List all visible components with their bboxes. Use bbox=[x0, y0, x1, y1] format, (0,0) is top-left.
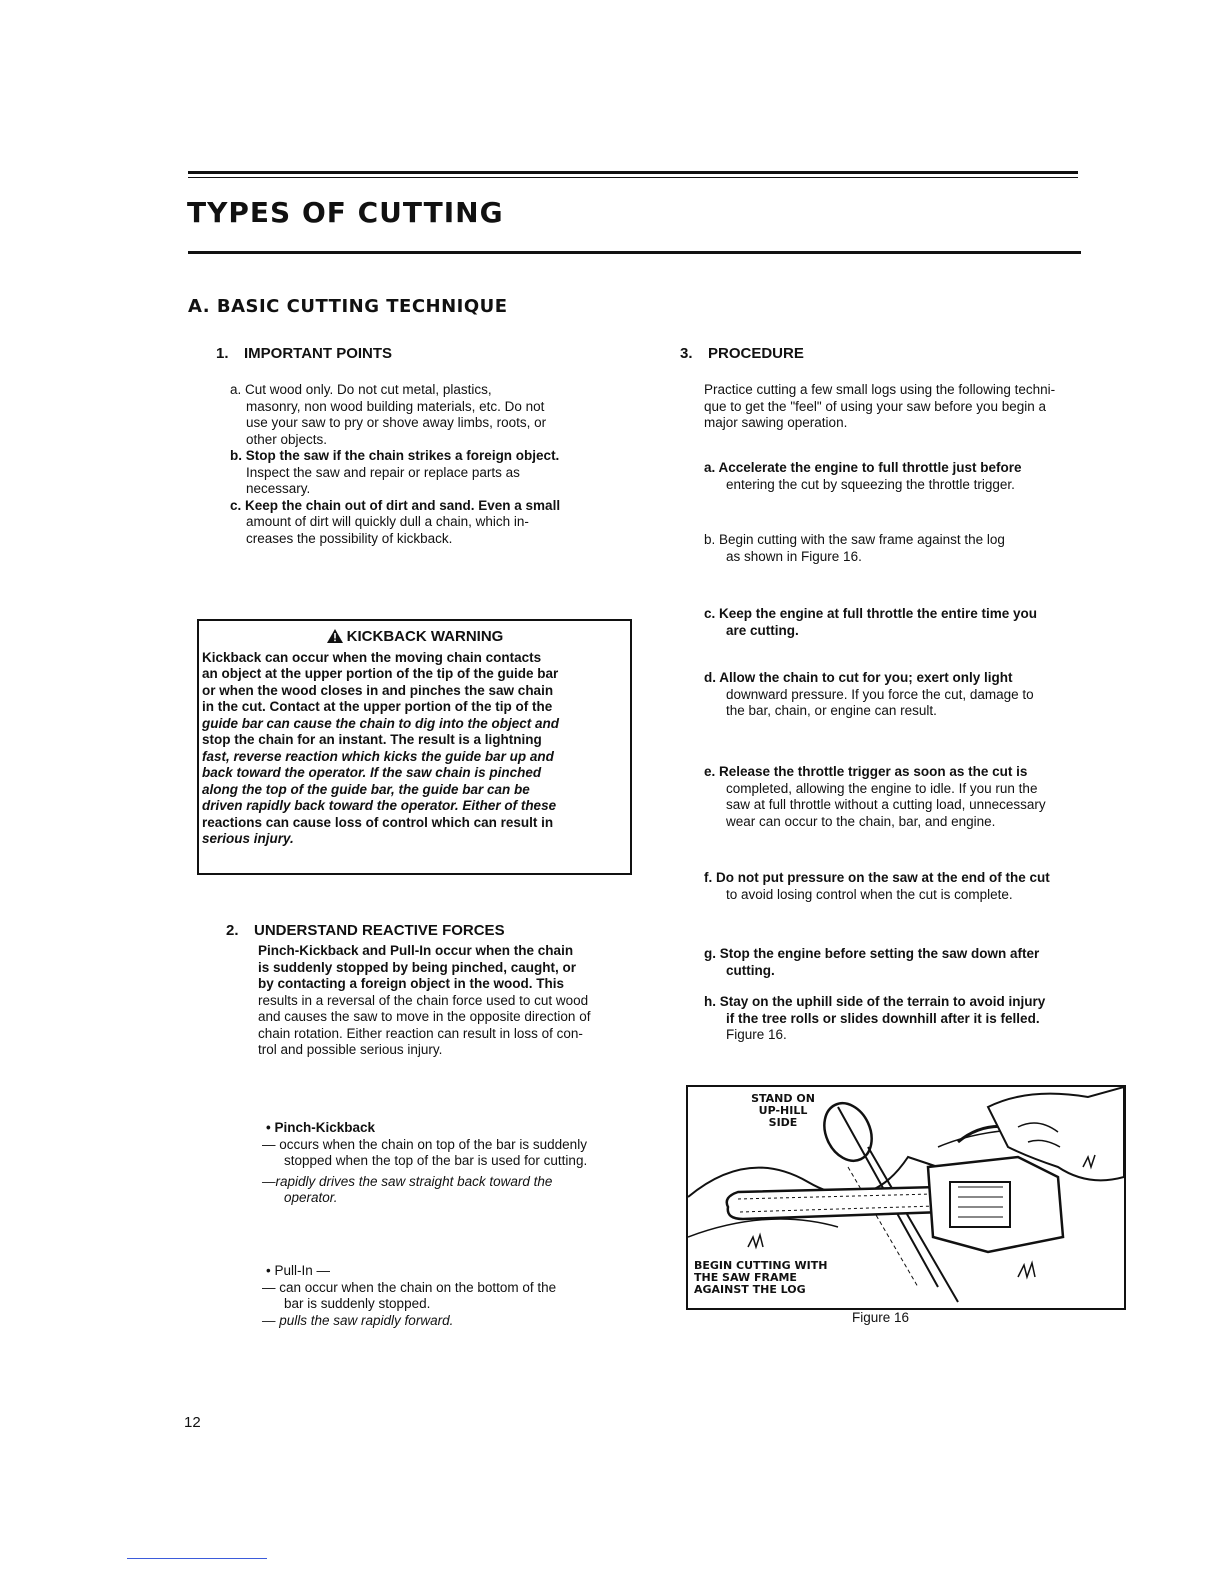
section-number: 2. bbox=[226, 922, 239, 939]
warning-title-text: KICKBACK WARNING bbox=[346, 628, 504, 645]
step-line: f. Do not put pressure on the saw at the end of the cut bbox=[704, 870, 1050, 885]
para-line: and causes the saw to move in the opposite direction of bbox=[258, 1009, 591, 1024]
procedure-step-a bbox=[704, 460, 1124, 493]
warning-line: Kickback can occur when the moving chain contacts bbox=[202, 649, 542, 665]
procedure-section bbox=[680, 345, 1120, 448]
step-line: completed, allowing the engine to idle. If you run the bbox=[726, 780, 1038, 796]
step-line: c. Keep the engine at full throttle the entire time you bbox=[704, 606, 1038, 621]
heading-text: PROCEDURE bbox=[708, 345, 804, 362]
step-line: the bar, chain, or engine can result. bbox=[726, 703, 937, 718]
step-line: h. Stay on the uphill side of the terrain to avoid injury bbox=[704, 994, 1046, 1009]
point-c bbox=[230, 498, 660, 548]
bullet-line: — occurs when the chain on top of the bar is suddenly bbox=[262, 1136, 587, 1152]
step-line: a. Accelerate the engine to full throttle just before bbox=[704, 460, 1022, 475]
step-line: as shown in Figure 16. bbox=[726, 548, 862, 564]
point-line: a. Cut wood only. Do not cut metal, plastics, bbox=[230, 382, 492, 397]
reactive-forces-section bbox=[226, 922, 666, 1059]
point-line: use your saw to pry or shove away limbs, roots, or bbox=[246, 415, 547, 430]
point-line: amount of dirt will quickly dull a chain, which in- bbox=[246, 514, 529, 529]
step-line: b. Begin cutting with the saw frame against the log bbox=[704, 532, 1005, 547]
procedure-step-g bbox=[704, 946, 1124, 979]
warning-line: reactions can cause loss of control which can result in bbox=[202, 814, 554, 830]
intro-line: Practice cutting a few small logs using the following techni- bbox=[704, 382, 1056, 397]
figure-label-line: STAND ON bbox=[751, 1092, 815, 1105]
warning-line: an object at the upper portion of the tip of the guide bar bbox=[202, 666, 559, 681]
step-line: downward pressure. If you force the cut, damage to bbox=[726, 686, 1034, 702]
warning-line: or when the wood closes in and pinches the saw chain bbox=[202, 682, 554, 698]
figure-label-line: THE SAW FRAME bbox=[694, 1271, 797, 1284]
bullet-title: • Pinch-Kickback bbox=[266, 1120, 376, 1135]
heading-text: IMPORTANT POINTS bbox=[244, 345, 393, 362]
step-line: entering the cut by squeezing the throttle trigger. bbox=[726, 476, 1015, 492]
intro-line: que to get the "feel" of using your saw before you begin a bbox=[704, 398, 1047, 414]
scan-artifact-line bbox=[127, 1558, 267, 1559]
para-line: results in a reversal of the chain force used to cut wood bbox=[258, 992, 589, 1008]
reactive-forces-heading bbox=[226, 922, 666, 939]
step-line: wear can occur to the chain, bar, and engine. bbox=[726, 813, 996, 829]
para-line: by contacting a foreign object in the wood. This bbox=[258, 976, 565, 991]
intro-line: major sawing operation. bbox=[704, 415, 848, 430]
figure-label-bottom bbox=[692, 1259, 829, 1297]
warning-line: stop the chain for an instant. The result is a lightning bbox=[202, 732, 542, 747]
bullet-title: • Pull-In — bbox=[266, 1263, 330, 1278]
step-line: Figure 16. bbox=[726, 1027, 787, 1042]
figure-caption: Figure 16 bbox=[852, 1310, 910, 1325]
important-points-list bbox=[190, 382, 660, 547]
kickback-warning-box bbox=[197, 619, 632, 875]
step-line: saw at full throttle without a cutting load, unnecessary bbox=[726, 797, 1046, 812]
bullet-line: stopped when the top of the bar is used for cutting. bbox=[284, 1153, 588, 1168]
point-b bbox=[230, 448, 660, 498]
point-a bbox=[230, 382, 660, 448]
warning-line: in the cut. Contact at the upper portion of the tip of the bbox=[202, 699, 553, 714]
bullet-line: —rapidly drives the saw straight back toward the bbox=[262, 1173, 553, 1189]
pinch-kickback-block bbox=[262, 1120, 662, 1207]
procedure-heading bbox=[680, 345, 1120, 362]
point-line: b. Stop the saw if the chain strikes a foreign object. bbox=[230, 448, 560, 463]
title-underline bbox=[188, 251, 1081, 254]
page-title: TYPES OF CUTTING bbox=[187, 196, 504, 229]
figure-label-line: AGAINST THE LOG bbox=[694, 1283, 806, 1296]
section-heading: A. BASIC CUTTING TECHNIQUE bbox=[188, 296, 508, 317]
step-line: g. Stop the engine before setting the saw down after bbox=[704, 946, 1040, 961]
point-line: masonry, non wood building materials, etc. Do not bbox=[246, 398, 545, 414]
step-line: if the tree rolls or slides downhill after it is felled. bbox=[726, 1010, 1040, 1026]
procedure-step-h bbox=[704, 994, 1124, 1044]
step-line: d. Allow the chain to cut for you; exert only light bbox=[704, 670, 1013, 685]
bullet-line: — pulls the saw rapidly forward. bbox=[262, 1312, 454, 1328]
figure-label-line: BEGIN CUTTING WITH bbox=[694, 1259, 828, 1272]
warning-line: driven rapidly back toward the operator. Either of these bbox=[202, 798, 557, 813]
warning-line: along the top of the guide bar, the guide bar can be bbox=[202, 781, 530, 797]
important-points-heading bbox=[190, 345, 660, 362]
figure-label-line: SIDE bbox=[768, 1116, 798, 1129]
point-line: necessary. bbox=[246, 481, 311, 496]
warning-triangle-icon bbox=[327, 629, 343, 648]
pull-in-block bbox=[262, 1263, 662, 1329]
important-points bbox=[190, 345, 660, 547]
figure-label-top bbox=[748, 1093, 818, 1129]
step-line: to avoid losing control when the cut is complete. bbox=[726, 886, 1013, 902]
procedure-intro bbox=[680, 382, 1120, 432]
step-line: cutting. bbox=[726, 962, 775, 978]
bullet-line: bar is suddenly stopped. bbox=[284, 1296, 431, 1311]
section-number: 3. bbox=[680, 345, 693, 362]
step-line: e. Release the throttle trigger as soon as the cut is bbox=[704, 764, 1028, 779]
warning-title bbox=[202, 629, 628, 648]
procedure-step-f bbox=[704, 870, 1124, 903]
bullet-line: — can occur when the chain on the bottom of the bbox=[262, 1279, 557, 1295]
top-rule bbox=[188, 171, 1078, 174]
warning-line: serious injury. bbox=[202, 831, 294, 846]
bullet-line: operator. bbox=[284, 1190, 338, 1205]
procedure-step-c bbox=[704, 606, 1124, 639]
para-line: trol and possible serious injury. bbox=[258, 1042, 443, 1057]
para-line: is suddenly stopped by being pinched, caught, or bbox=[258, 959, 577, 975]
para-line: Pinch-Kickback and Pull-In occur when the chain bbox=[258, 943, 574, 958]
warning-line: fast, reverse reaction which kicks the guide bar up and bbox=[202, 748, 554, 764]
point-line: other objects. bbox=[246, 431, 328, 447]
page-number: 12 bbox=[184, 1414, 201, 1431]
heading-text: UNDERSTAND REACTIVE FORCES bbox=[254, 922, 505, 939]
point-line: c. Keep the chain out of dirt and sand. Even a small bbox=[230, 497, 561, 513]
figure-label-line: UP-HILL bbox=[758, 1104, 808, 1117]
procedure-step-b bbox=[704, 532, 1124, 565]
top-rule-thin bbox=[188, 177, 1078, 178]
procedure-step-d bbox=[704, 670, 1124, 720]
reactive-forces-paragraph bbox=[226, 943, 666, 1059]
procedure-step-e bbox=[704, 764, 1124, 830]
warning-line: back toward the operator. If the saw chain is pinched bbox=[202, 765, 542, 780]
section-number: 1. bbox=[216, 345, 229, 362]
figure-16-illustration bbox=[686, 1085, 1126, 1310]
warning-line: guide bar can cause the chain to dig into the object and bbox=[202, 715, 560, 731]
point-line: Inspect the saw and repair or replace parts as bbox=[246, 464, 520, 480]
point-line: creases the possibility of kickback. bbox=[246, 530, 453, 546]
para-line: chain rotation. Either reaction can result in loss of con- bbox=[258, 1025, 583, 1041]
step-line: are cutting. bbox=[726, 622, 799, 638]
